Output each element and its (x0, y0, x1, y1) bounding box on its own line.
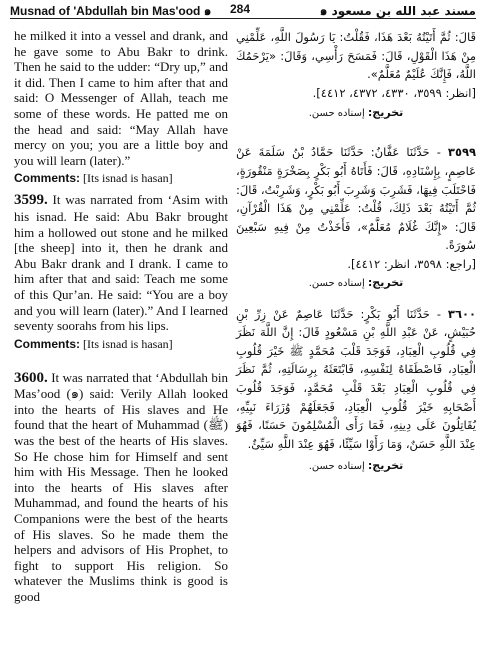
page-number: 284 (230, 2, 251, 16)
arabic-column (236, 28, 476, 472)
arabic-hadith-3599 (236, 143, 476, 255)
english-column (14, 28, 228, 605)
hadith-number-3599: 3599. (14, 192, 48, 209)
hadith-number-3600: 3600. (14, 369, 48, 386)
english-hadith-3600 (14, 370, 228, 605)
english-paragraph-continued: he milked it into a vessel and drank, and he gave some to Abu Bakr to drink. Then he said to the udder: “Dry up,” and it did. Then I came to him after that and said: O Messenger of Allah, teach me some of these words. He patted me on the head and said: “May Allah have mercy on you; you are a little boy and you will learn (later).” (14, 28, 228, 168)
arabic-takhrij-2 (236, 276, 476, 289)
arabic-hadith-text-3600: - حَدَّثَنَا أَبُو بَكْرٍ: حَدَّثَنَا عَاصِمٌ عَنْ زِرِّ بْنِ حُبَيْشٍ، عَنْ عَبْدِ اللَّهِ بْنِ مَسْعُودٍ قَالَ: إِنَّ اللَّهَ نَظَرَ فِي قُلُوبِ الْعِبَادِ، فَوَجَدَ قَلْبَ مُحَمَّدٍ ﷺ خَيْرَ قُلُوبِ الْعِبَادِ، فَاصْطَفَاهُ لِنَفْسِهِ، فَابْتَعَثَهُ بِرِسَالَتِهِ، ثُمَّ نَظَرَ فِي قُلُوبِ الْعِبَادِ بَعْدَ قَلْبِ مُحَمَّدٍ، فَوَجَدَ قُلُوبَ أَصْحَابِهِ خَيْرَ قُلُوبِ الْعِبَادِ، فَجَعَلَهُمْ وُزَرَاءَ نَبِيِّهِ، يُقَاتِلُونَ عَلَى دِينِهِ، فَمَا رَأَى الْمُسْلِمُونَ حَسَنًا، فَهُوَ عِنْدَ اللَّهِ حَسَنٌ، وَمَا رَأَوْا سَيِّئًا، فَهُوَ عِنْدَ اللَّهِ سَيِّئٌ. (236, 306, 476, 451)
hadith-text-3599: It was narrated from ‘Asim with his isnad. He said: Abu Bakr brought him a hollowed out stone and he milked [the sheep] into it, then he drank and Abu Bakr drank and I drank. I came to him after that and said: Teach me some of this Qur’an. He said: “You are a boy and you will learn (later).” And I learned seventy soorahs from his lips. (14, 192, 228, 334)
takhrij-label: تخريج: (367, 275, 404, 289)
header-book-title-arabic: مسند عبد الله بن مسعود ๑ (319, 4, 476, 18)
header-book-title-english: Musnad of 'Abdullah bin Mas'ood ๑ (10, 4, 212, 18)
arabic-reference-1: [انظر: ٣٥٩٩، ٤٣٣٠، ٤٣٧٢، ٤٤١٢]. (312, 85, 476, 100)
comments-label: Comments: (14, 336, 81, 351)
arabic-hadith-3600 (236, 305, 476, 454)
arabic-takhrij-1 (236, 106, 476, 119)
english-comments-2 (14, 337, 228, 352)
takhrij-text: إسناده حسن. (308, 461, 368, 473)
arabic-hadith-number-3600: ٣٦٠٠ (447, 306, 476, 321)
takhrij-text: إسناده حسن. (308, 108, 368, 120)
arabic-paragraph-continued: قَالَ: ثُمَّ أَتَيْتُهُ بَعْدَ هَذَا، فَقُلْتُ: يَا رَسُولَ اللَّهِ، عَلِّمْنِي مِنْ هَذَا الْقَوْلِ، قَالَ: فَمَسَحَ رَأْسِي، وَقَالَ: «يَرْحَمُكَ اللَّهُ، فَإِنَّكَ عُلَيْمٌ مُعَلَّمٌ». (236, 30, 476, 82)
english-hadith-3599 (14, 192, 228, 333)
takhrij-label: تخريج: (367, 459, 404, 473)
page-header (10, 2, 476, 19)
hadith-text-3600: It was narrated that ‘Abdullah bin Mas’ood (๑) said: Verily Allah looked into the hearts of His slaves and He found that the heart of Muhammad (ﷺ) was the best of the hearts of His slaves. So He chose him for Himself and sent him with His Message. Then he looked into the hearts of His slaves after Muhammad, and found the hearts of his Companions were the best of the hearts of His slaves. So he made them the helpers and advisors of His Prophet, to fight to support His religion. So whatever the Muslims think is good is good (14, 369, 228, 604)
comments-text: [Its isnad is hasan] (80, 171, 173, 186)
arabic-takhrij-3 (236, 459, 476, 472)
arabic-hadith-text-3599: - حَدَّثَنَا عَفَّانُ: حَدَّثَنَا حَمَّادُ بْنُ سَلَمَةَ عَنْ عَاصِمٍ، بِإِسْنَادِهِ، قَالَ: فَأَتَاهُ أَبُو بَكْرٍ بِصَخْرَةٍ مَنْقُورَةٍ، فَاحْتَلَبَ فِيهَا، فَشَرِبَ وَشَرِبَ أَبُو بَكْرٍ، وَشَرِبْتُ، قَالَ: ثُمَّ أَتَيْتُهُ بَعْدَ ذَلِكَ، قُلْتُ: عَلِّمْنِي مِنْ هَذَا الْقُرْآنِ، قَالَ: «إِنَّكَ غُلَامٌ مُعَلَّمٌ»، فَأَخَذْتُ مِنْ فِيهِ سَبْعِينَ سُورَةً. (236, 145, 476, 253)
english-comments-1 (14, 171, 228, 186)
comments-label: Comments: (14, 171, 81, 186)
takhrij-label: تخريج: (367, 106, 404, 120)
takhrij-text: إسناده حسن. (308, 277, 368, 289)
comments-text: [Its isnad is hasan] (80, 336, 173, 351)
arabic-reference-2: [راجع: ٣٥٩٨، انظر: ٤٤١٢]. (347, 256, 476, 271)
arabic-hadith-number-3599: ٣٥٩٩ (447, 145, 476, 160)
